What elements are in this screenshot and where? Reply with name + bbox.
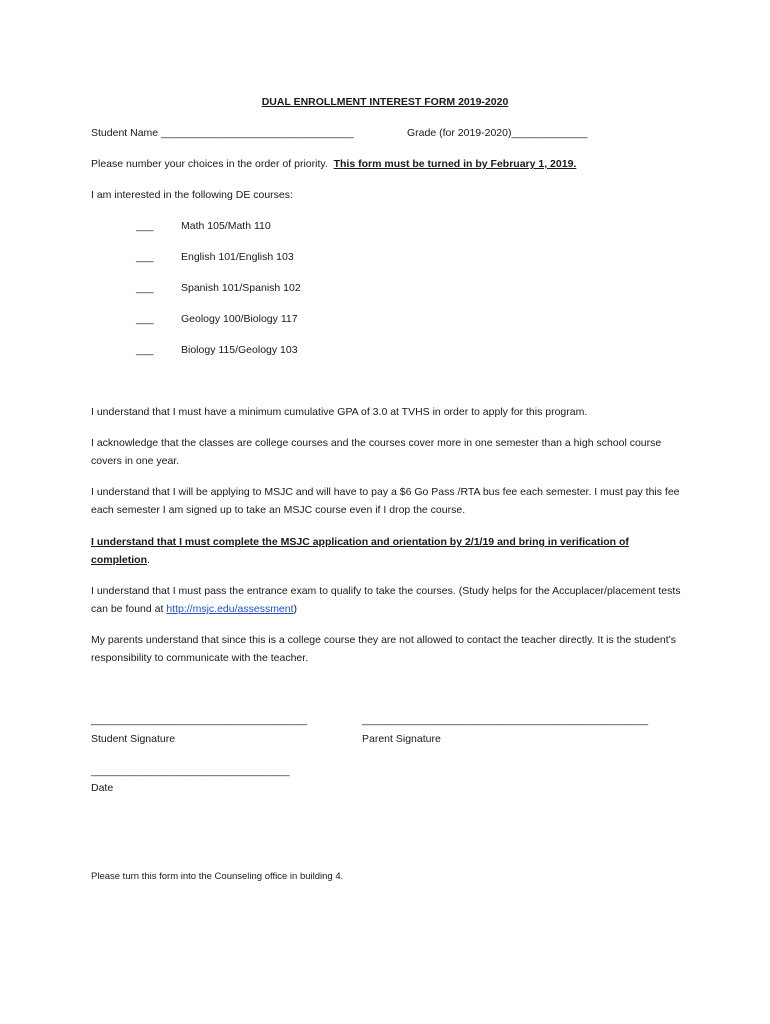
parent-signature-line[interactable]: _________________________________________________ — [362, 714, 649, 726]
student-name-field[interactable]: Student Name _________________________________ — [91, 127, 354, 139]
course-rank-field[interactable]: ___ — [136, 220, 154, 232]
priority-text: Please number your choices in the order of priority. — [91, 158, 328, 170]
assessment-link[interactable]: http://msjc.edu/assessment — [166, 603, 294, 615]
grade-field[interactable]: Grade (for 2019-2020)_____________ — [407, 127, 588, 139]
fee-statement: I understand that I will be applying to MSJC and will have to pay a $6 Go Pass /RTA bus fee each semester. I must pay this fee each semester I am signed up to take an MSJC course even if I drop the course. — [91, 486, 680, 516]
parent-signature-label: Parent Signature — [362, 733, 441, 745]
course-rank-field[interactable]: ___ — [136, 282, 154, 294]
parents-statement: My parents understand that since this is a college course they are not allowed to contact the teacher directly. It is the student’s responsibility to communicate with the teacher. — [91, 634, 677, 664]
student-signature-label: Student Signature — [91, 733, 176, 745]
gpa-statement: I understand that I must have a minimum cumulative GPA of 3.0 at TVHS in order to apply for this program. — [91, 406, 588, 418]
exam-statement-end: ) — [293, 603, 298, 615]
student-signature-line[interactable]: _____________________________________ — [91, 714, 308, 726]
form-title: DUAL ENROLLMENT INTEREST FORM 2019-2020 — [261, 96, 509, 108]
college-courses-statement: I acknowledge that the classes are college courses and the courses cover more in one semester than a high school course covers in one year. — [91, 437, 662, 467]
course-name: Math 105/Math 110 — [181, 220, 271, 232]
course-name: Biology 115/Geology 103 — [181, 344, 298, 356]
course-rank-field[interactable]: ___ — [136, 313, 154, 325]
application-statement — [91, 533, 681, 569]
course-name: Spanish 101/Spanish 102 — [181, 282, 301, 294]
course-name: Geology 100/Biology 117 — [181, 313, 298, 325]
course-name: English 101/English 103 — [181, 251, 294, 263]
course-rank-field[interactable]: ___ — [136, 344, 154, 356]
date-label: Date — [91, 782, 114, 794]
deadline-text: This form must be turned in by February 1, 2019. — [333, 158, 577, 170]
course-rank-field[interactable]: ___ — [136, 251, 154, 263]
date-line[interactable]: __________________________________ — [91, 765, 290, 777]
exam-statement-text: I understand that I must pass the entrance exam to qualify to take the courses. (Study helps for the Accuplacer/placement tests can be found at — [91, 585, 681, 615]
priority-instruction — [91, 155, 576, 173]
footer-note: Please turn this form into the Counseling office in building 4. — [91, 871, 344, 882]
exam-statement — [91, 582, 681, 618]
application-statement-end: . — [147, 554, 150, 566]
interest-intro: I am interested in the following DE courses: — [91, 189, 293, 201]
application-statement-bold: I understand that I must complete the MSJC application and orientation by 2/1/19 and bring in verification of completion — [91, 536, 629, 566]
